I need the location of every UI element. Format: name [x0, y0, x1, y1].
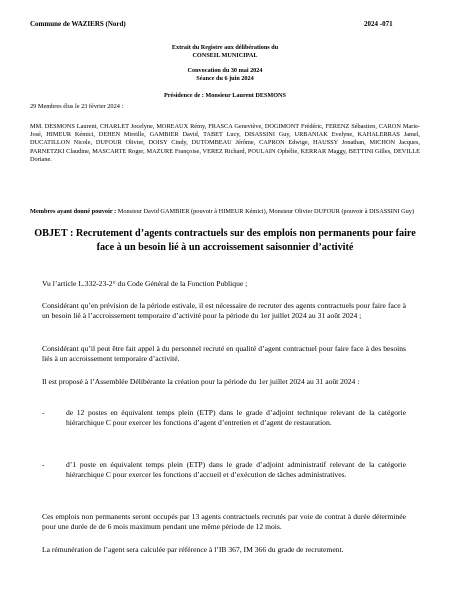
membres-pouvoir-label: Membres ayant donné pouvoir :: [30, 208, 117, 215]
membres-presents-list: MM. DESMONS Laurent, CHARLET Jocelyne, MOREAUX Rémy, FRASCA Geneviève, DOGIMONT Frédéric, FERENZ Sébastien, CARON Marie-José, HIMEUR Kémici, DEHEN Mireille, GAMBIER David, TABET Lucy, DISASSINI Guy, URBANIAK Evelyne, KAHALERRAS Jamel, DUCATILLON Nicole, DUFOUR Olivier, DOISY Cindy, DUTOMBEAU Jérôme, CAPRON Edwige, HAUSSY Jonathan, MICHON Jacques, PARNETZKI Claudine, MASCARTE Roger, MAZURE Françoise, VEREZ Richard, POULAIN Ophélie, KERRAR Maggy, BETTINI Gilles, DEVILLE Doriane.: [30, 123, 420, 163]
list-item-text: d’1 poste en équivalent temps plein (ETP) dans le grade d’adjoint administratif relevant de la catégorie hiérarchique C pour exercer les fonctions d’accueil et d’exécution de tâches administratives.: [66, 460, 406, 480]
objet-title: OBJET : Recrutement d’agents contractuels sur des emplois non permanents pour faire face à un besoin lié à un accroissement saisonnier d’activité: [34, 228, 416, 253]
commune-header: Commune de WAZIERS (Nord): [30, 20, 126, 28]
considerant-1: Considérant qu’en prévision de la période estivale, il est nécessaire de recruter des agents contractuels pour faire face à un besoin lié à l’accroissement temporaire d’activité pour la période du 1er juillet 2024 au 31 août 2024 ;: [42, 301, 406, 321]
list-item-text: de 12 postes en équivalent temps plein (ETP) dans le grade d’adjoint technique relevant de la catégorie hiérarchique C pour exercer les fonctions d’agent d’entretien et d’agent de restauration.: [66, 408, 406, 428]
membres-pouvoir-text: Monsieur David GAMBIER (pouvoir à HIMEUR Kémici), Monsieur Olivier DUFOUR (pouvoir à DISASSINI Guy): [116, 208, 415, 215]
proposition: Il est proposé à l’Assemblée Délibérante la création pour la période du 1er juillet 2024 au 31 août 2024 :: [42, 377, 360, 386]
list-dash: -: [42, 408, 45, 417]
vu-article: Vu l’article L.332-23-2° du Code Général de la Fonction Publique ;: [42, 279, 248, 288]
registre-title: Extrait du Registre aux délibérations du: [171, 44, 279, 51]
emplois-non-permanents: Ces emplois non permanents seront occupés par 13 agents contractuels recrutés par voie de contrat à durée déterminée pour une durée de de 6 mois maximum pendant une même période de 12 mois.: [42, 512, 406, 532]
membres-elus: 29 Membres élus le 23 février 2024 :: [30, 103, 124, 110]
deliberation-number: 2024 -071: [364, 20, 393, 28]
list-item-adjoint-administratif: [42, 460, 406, 481]
conseil-municipal-title: CONSEIL MUNICIPAL: [192, 52, 258, 59]
membres-pouvoir: [30, 208, 420, 216]
remuneration: La rémunération de l’agent sera calculée par référence à l’IB 367, IM 366 du grade de recrutement.: [42, 545, 344, 554]
convocation-date: Convocation du 30 mai 2024: [187, 67, 263, 74]
list-dash: -: [42, 460, 45, 469]
list-item-adjoint-technique: [42, 408, 406, 429]
considerant-2: Considérant qu’il peut être fait appel à du personnel recruté en qualité d’agent contractuel pour faire face à des besoins liés à un accroissement temporaire d’activité.: [42, 344, 406, 364]
presidence: Présidence de : Monsieur Laurent DESMONS: [164, 92, 286, 99]
seance-date: Séance du 6 juin 2024: [196, 75, 254, 82]
